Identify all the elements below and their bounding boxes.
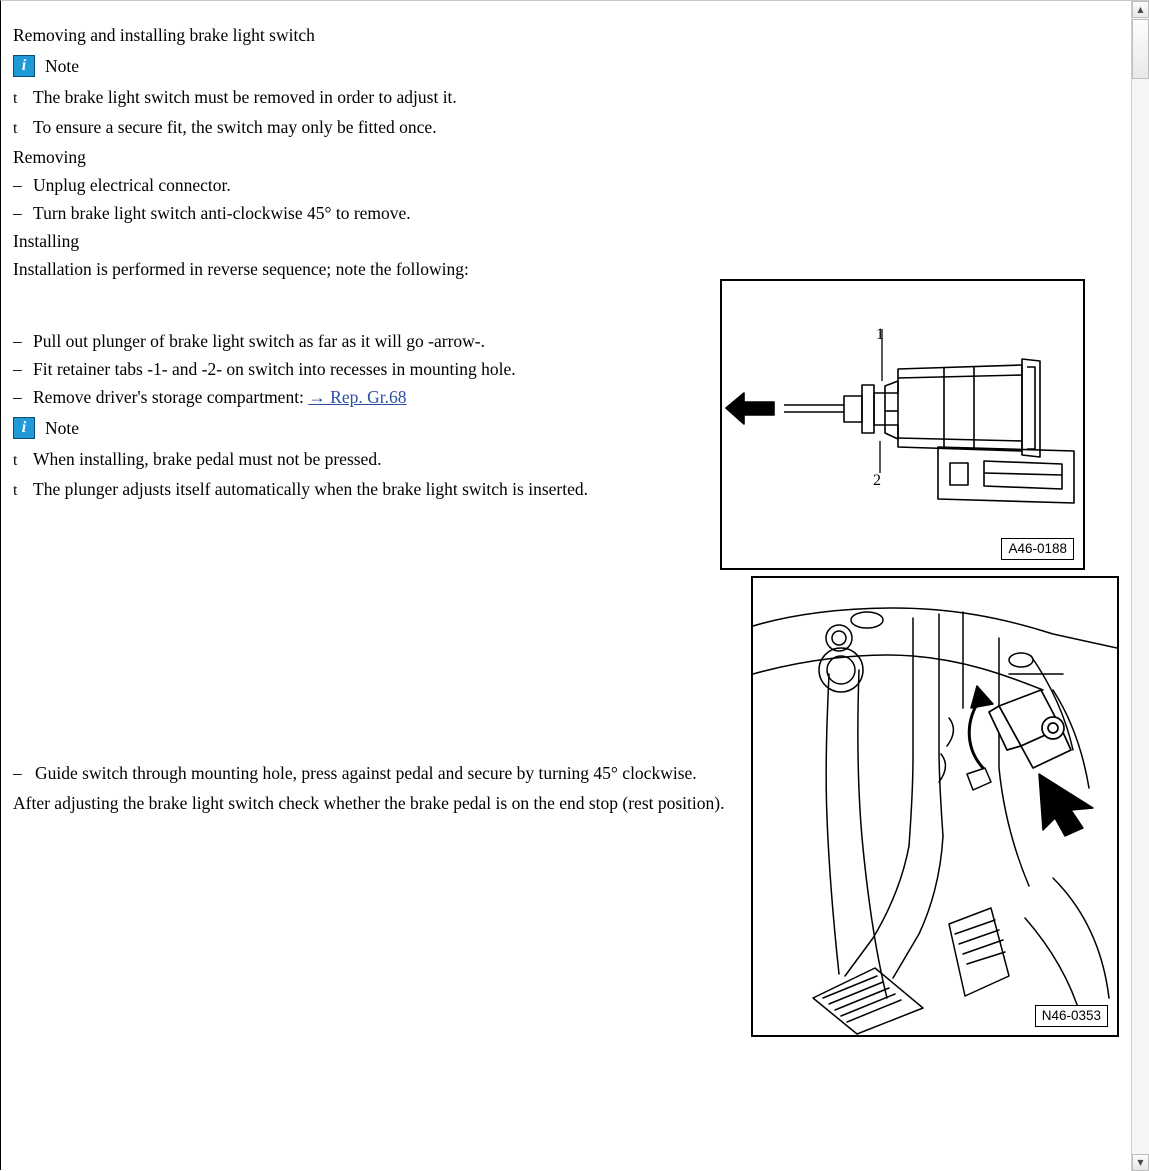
figure-code: A46-0188 xyxy=(1001,538,1074,560)
step-item xyxy=(13,327,743,355)
note-bullet xyxy=(13,113,743,143)
step-item-with-link xyxy=(13,383,743,411)
scrollbar-thumb[interactable] xyxy=(1132,19,1149,79)
note-header-2 xyxy=(13,413,743,443)
step-text-lead: Remove driver's storage compartment: xyxy=(33,387,309,407)
step-text: Fit retainer tabs -1- and -2- on switch into recesses in mounting hole. xyxy=(33,359,516,379)
bullet-marker: t xyxy=(13,482,18,499)
brake-light-switch-drawing xyxy=(722,281,1083,568)
scroll-up-button[interactable] xyxy=(1132,1,1149,18)
callout-label-1: 1 xyxy=(876,326,884,343)
bullet-marker: t xyxy=(13,90,18,107)
note-bullet xyxy=(13,475,743,505)
pedal-assembly-drawing xyxy=(753,578,1117,1035)
figure-pedal-assembly-view xyxy=(751,576,1119,1037)
bullet-text: The brake light switch must be removed in order to adjust it. xyxy=(33,87,457,107)
dash-marker: – xyxy=(13,175,22,195)
note-bullet xyxy=(13,83,743,113)
figure-brake-light-switch-detail xyxy=(720,279,1085,570)
step-text: Unplug electrical connector. xyxy=(33,175,231,195)
document-lower-text xyxy=(13,761,739,815)
scroll-down-button[interactable] xyxy=(1132,1154,1149,1171)
step-text: Guide switch through mounting hole, press against pedal and secure by turning 45° clockwise. xyxy=(35,763,697,783)
bullet-text: To ensure a secure fit, the switch may only be fitted once. xyxy=(33,117,437,137)
step-item xyxy=(13,171,743,199)
step-item xyxy=(13,199,743,227)
bullet-text: The plunger adjusts itself automatically when the brake light switch is inserted. xyxy=(33,479,589,499)
callout-label-2: 2 xyxy=(873,472,881,489)
bullet-marker: t xyxy=(13,120,18,137)
closing-paragraph: After adjusting the brake light switch check whether the brake pedal is on the end stop (rest position). xyxy=(13,793,725,813)
section-heading-removing: Removing xyxy=(13,147,86,167)
note-label: Note xyxy=(45,56,80,76)
note-label: Note xyxy=(45,418,80,438)
step-text: Pull out plunger of brake light switch as far as it will go -arrow-. xyxy=(33,331,485,351)
step-item xyxy=(13,761,739,785)
info-icon xyxy=(13,55,35,77)
step-item xyxy=(13,355,743,383)
dash-marker: – xyxy=(13,203,22,223)
installing-intro: Installation is performed in reverse sequence; note the following: xyxy=(13,259,469,279)
bullet-marker: t xyxy=(13,452,18,469)
spacer xyxy=(13,283,743,327)
note-bullet xyxy=(13,445,743,475)
dash-marker: – xyxy=(13,763,22,783)
section-heading-installing: Installing xyxy=(13,231,80,251)
scrollbar-track[interactable] xyxy=(1132,18,1149,1154)
figure-code: N46-0353 xyxy=(1035,1005,1108,1027)
dash-marker: – xyxy=(13,331,22,351)
document-text-column xyxy=(13,21,743,505)
cross-reference-link[interactable]: → Rep. Gr.68 xyxy=(308,387,407,407)
note-header-1 xyxy=(13,51,743,81)
step-text xyxy=(33,383,743,411)
bullet-text: When installing, brake pedal must not be pressed. xyxy=(33,449,382,469)
chevron-down-icon: ▼ xyxy=(1137,1158,1144,1167)
step-text: Turn brake light switch anti-clockwise 45° to remove. xyxy=(33,203,411,223)
dash-marker: – xyxy=(13,359,22,379)
chevron-up-icon: ▲ xyxy=(1137,5,1144,14)
page-title: Removing and installing brake light switch xyxy=(13,25,315,45)
vertical-scrollbar[interactable] xyxy=(1131,1,1149,1171)
info-icon xyxy=(13,417,35,439)
dash-marker: – xyxy=(13,387,22,407)
